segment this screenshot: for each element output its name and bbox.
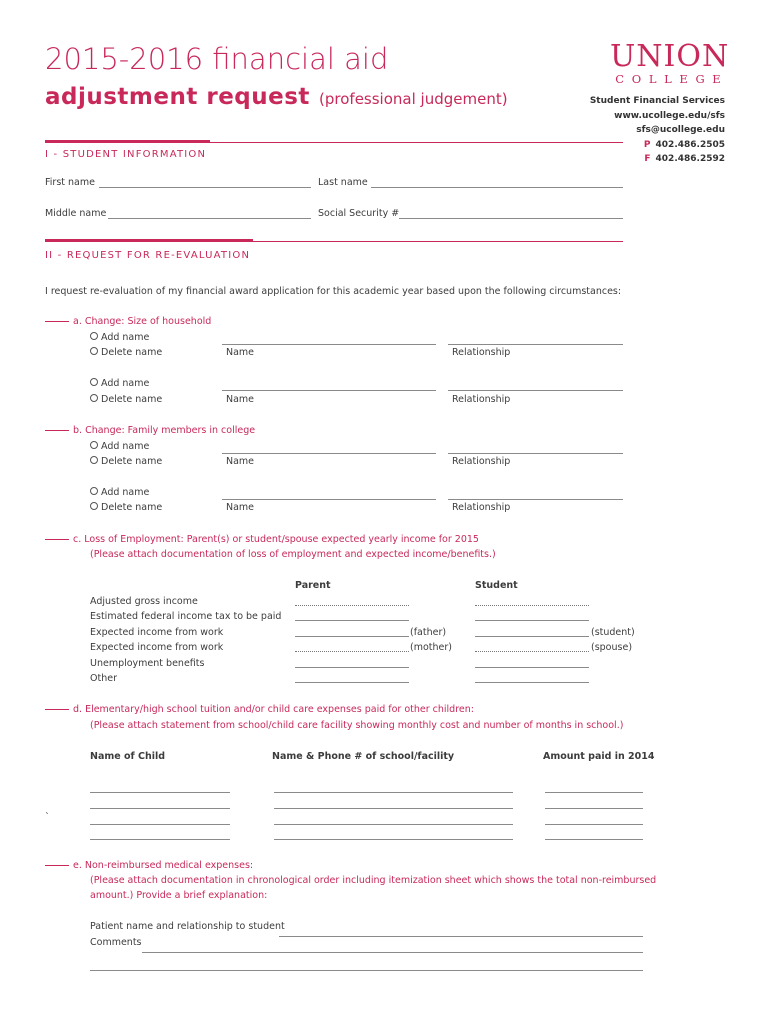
c-student-field[interactable] [475,667,589,668]
e-patient-field[interactable] [279,936,643,937]
radio-icon [90,487,98,495]
item-b-check[interactable] [45,430,69,431]
item-e-note2: amount.) Provide a brief explanation: [90,890,268,901]
office-website: www.ucollege.edu/sfs [614,110,725,121]
d-child-field[interactable] [90,824,230,825]
c-parent-field[interactable] [295,605,409,606]
c-row-label: Other [90,673,117,684]
d-col-amount: Amount paid in 2014 [543,751,655,762]
item-c-title: c. Loss of Employment: Parent(s) or student/spouse expected yearly income for 2015 [45,534,479,546]
form-title-line2 [45,84,508,110]
union-college-logo [610,39,730,86]
d-child-field[interactable] [90,792,230,793]
c-mother-tag: (mother) [410,642,452,653]
d-amount-field[interactable] [545,839,643,840]
c-student-field[interactable] [475,605,589,606]
c-row-label: Expected income from work [90,627,224,638]
b1-relationship-label: Relationship [452,456,511,467]
form-title-paren: (professional judgement) [319,90,508,108]
item-e-title: e. Non-reimbursed medical expenses: [45,860,253,872]
logo-union-text: UNION [610,39,730,74]
office-phone: P 402.486.2505 [643,139,725,150]
c-student-field[interactable] [475,636,589,637]
office-fax: F 402.486.2592 [644,154,725,164]
radio-icon [90,456,98,464]
item-e-check[interactable] [45,865,69,866]
a2-relationship-label: Relationship [452,394,511,405]
d-school-field[interactable] [274,792,513,793]
last-name-label: Last name [318,177,368,188]
b2-relationship-label: Relationship [452,502,511,513]
a1-name-field[interactable] [222,344,436,345]
item-d-note: (Please attach statement from school/child care facility showing monthly cost and number of months in school.) [90,720,624,731]
a1-add-option[interactable]: Add name [90,332,149,344]
logo-college-text: C O L L E G E [615,72,723,86]
c-parent-field[interactable] [295,636,409,637]
c-parent-header: Parent [295,580,331,591]
b1-name-label: Name [226,456,255,467]
first-name-label: First name [45,177,95,188]
middle-name-label: Middle name [45,208,107,219]
c-row-label: Unemployment benefits [90,658,205,669]
item-d-title: d. Elementary/high school tuition and/or child care expenses paid for other children: [45,704,474,716]
first-name-field[interactable] [99,187,311,188]
c-spouse-tag: (spouse) [591,642,633,653]
ssn-label: Social Security # [318,208,400,219]
a2-name-field[interactable] [222,390,436,391]
section1-title: I - STUDENT INFORMATION [45,149,207,160]
form-title-line1: 2015-2016 financial aid [45,42,389,76]
radio-icon [90,332,98,340]
middle-name-field[interactable] [108,218,311,219]
last-name-field[interactable] [371,187,623,188]
c-row-label: Expected income from work [90,642,224,653]
b2-delete-option[interactable]: Delete name [90,502,162,514]
c-student-tag: (student) [591,627,635,638]
a1-delete-option[interactable]: Delete name [90,347,162,359]
office-name: Student Financial Services [589,96,725,106]
item-a-title: a. Change: Size of household [45,316,211,328]
e-comments-field[interactable] [90,970,643,971]
section1-rule [45,142,623,143]
e-comments-field[interactable] [142,952,643,953]
e-comments-label: Comments [90,937,142,948]
d-school-field[interactable] [274,824,513,825]
item-e-note1: (Please attach documentation in chronological order including itemization sheet which shows the total non-reimbursed [90,875,657,886]
a2-name-label: Name [226,394,255,405]
radio-icon [90,502,98,510]
d-child-field[interactable] [90,808,230,809]
c-parent-field[interactable] [295,620,409,621]
d-school-field[interactable] [274,808,513,809]
contact-block [590,94,725,167]
section2-intro: I request re-evaluation of my financial award application for this academic year based upon the following circumstances: [45,286,622,297]
a1-relationship-field[interactable] [448,344,623,345]
d-amount-field[interactable] [545,824,643,825]
c-parent-field[interactable] [295,667,409,668]
c-row-label: Adjusted gross income [90,596,198,607]
radio-icon [90,441,98,449]
a2-add-option[interactable]: Add name [90,378,149,390]
item-d-check[interactable] [45,709,69,710]
office-email: sfs@ucollege.edu [636,125,725,135]
stray-mark: ` [45,812,50,823]
b1-name-field[interactable] [222,453,436,454]
a2-delete-option[interactable]: Delete name [90,394,162,406]
c-student-field[interactable] [475,620,589,621]
c-parent-field[interactable] [295,651,409,652]
radio-icon [90,394,98,402]
radio-icon [90,378,98,386]
b1-delete-option[interactable]: Delete name [90,456,162,468]
section2-title: II - REQUEST FOR RE-EVALUATION [45,250,251,261]
c-student-field[interactable] [475,682,589,683]
radio-icon [90,347,98,355]
form-title-bold: adjustment request [45,84,310,110]
d-amount-field[interactable] [545,792,643,793]
d-school-field[interactable] [274,839,513,840]
b2-name-field[interactable] [222,499,436,500]
a2-relationship-field[interactable] [448,390,623,391]
b2-name-label: Name [226,502,255,513]
d-col-school: Name & Phone # of school/facility [272,751,455,762]
b1-add-option[interactable]: Add name [90,441,149,453]
c-student-field[interactable] [475,651,589,652]
item-c-check[interactable] [45,539,69,540]
d-amount-field[interactable] [545,808,643,809]
ssn-field[interactable] [399,218,623,219]
e-patient-label: Patient name and relationship to student [90,921,285,932]
d-child-field[interactable] [90,839,230,840]
item-b-title: b. Change: Family members in college [45,425,255,437]
section2-rule [45,241,623,242]
b2-relationship-field[interactable] [448,499,623,500]
a1-relationship-label: Relationship [452,347,511,358]
b2-add-option[interactable]: Add name [90,487,149,499]
c-row-label: Estimated federal income tax to be paid [90,611,282,622]
a1-name-label: Name [226,347,255,358]
item-a-check[interactable] [45,321,69,322]
b1-relationship-field[interactable] [448,453,623,454]
c-father-tag: (father) [410,627,447,638]
d-col-child: Name of Child [90,751,166,762]
item-c-note: (Please attach documentation of loss of employment and expected income/benefits.) [90,549,496,560]
c-student-header: Student [475,580,518,591]
c-parent-field[interactable] [295,682,409,683]
